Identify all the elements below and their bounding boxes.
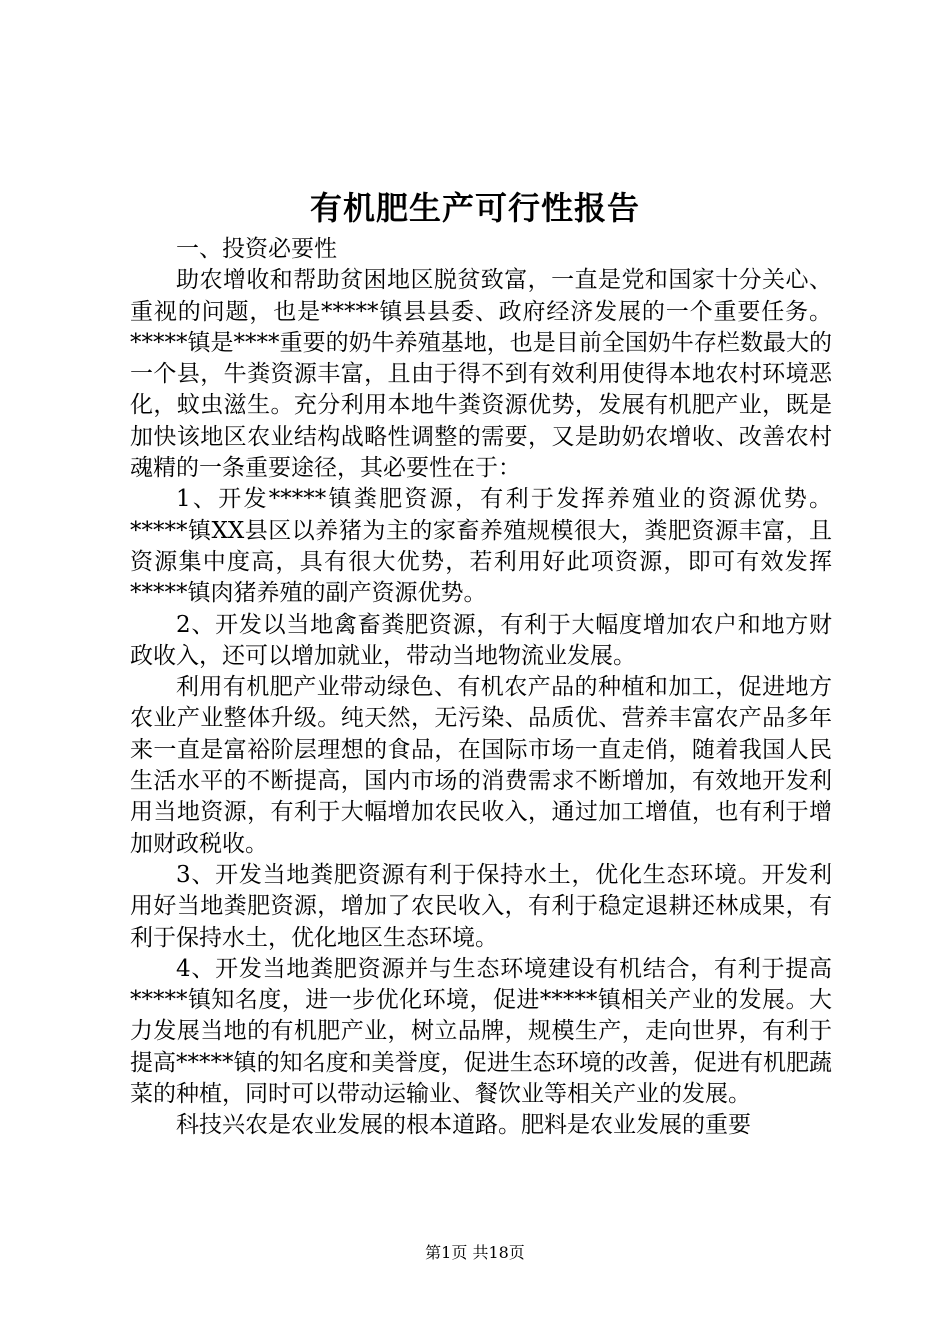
paragraph: 助农增收和帮助贫困地区脱贫致富，一直是党和国家十分关心、重视的问题，也是*****镇县县委、政府经济发展的一个重要任务。*****镇是****重要的奶牛养殖基地，也是目前全国奶牛存栏数最大的一个县，牛粪资源丰富，且由于得不到有效利用使得本地农村环境恶化，蚊虫滋生。充分利用本地牛粪资源优势，发展有机肥产业，既是加快该地区农业结构战略性调整的需要，又是助奶农增收、改善农村魂精的一条重要途径，其必要性在于： xyxy=(130,267,832,482)
section-heading: 一、投资必要性 xyxy=(176,236,337,262)
paragraph: 利用有机肥产业带动绿色、有机农产品的种植和加工，促进地方农业产业整体升级。纯天然，无污染、品质优、营养丰富农产品多年来一直是富裕阶层理想的食品，在国际市场一直走俏，随着我国人民生活水平的不断提高，国内市场的消费需求不断增加，有效地开发利用当地资源，有利于大幅增加农民收入，通过加工增值，也有利于增加财政税收。 xyxy=(130,674,832,857)
paragraph: 科技兴农是农业发展的根本道路。肥料是农业发展的重要 xyxy=(176,1112,751,1139)
document-title: 有机肥生产可行性报告 xyxy=(309,189,640,227)
document-body xyxy=(130,234,832,1142)
paragraph: 4、开发当地粪肥资源并与生态环境建设有机结合，有利于提高*****镇知名度，进一步优化环境，促进*****镇相关产业的发展。大力发展当地的有机肥产业，树立品牌，规模生产，走向世界，有利于提高*****镇的知名度和美誉度，促进生态环境的改善，促进有机肥蔬菜的种植，同时可以带动运输业、餐饮业等相关产业的发展。 xyxy=(130,955,832,1108)
paragraph: 1、开发*****镇粪肥资源，有利于发挥养殖业的资源优势。*****镇XX县区以养猪为主的家畜养殖规模很大，粪肥资源丰富，且资源集中度高，具有很大优势，若利用好此项资源，即可有效发挥*****镇肉猪养殖的副产资源优势。 xyxy=(130,486,832,607)
paragraph: 2、开发以当地禽畜粪肥资源，有利于大幅度增加农户和地方财政收入，还可以增加就业，带动当地物流业发展。 xyxy=(130,611,832,669)
paragraph: 3、开发当地粪肥资源有利于保持水土，优化生态环境。开发利用好当地粪肥资源，增加了农民收入，有利于稳定退耕还林成果，有利于保持水土，优化地区生态环境。 xyxy=(130,861,832,951)
page-number-footer: 第1页 共18页 xyxy=(425,1243,525,1262)
